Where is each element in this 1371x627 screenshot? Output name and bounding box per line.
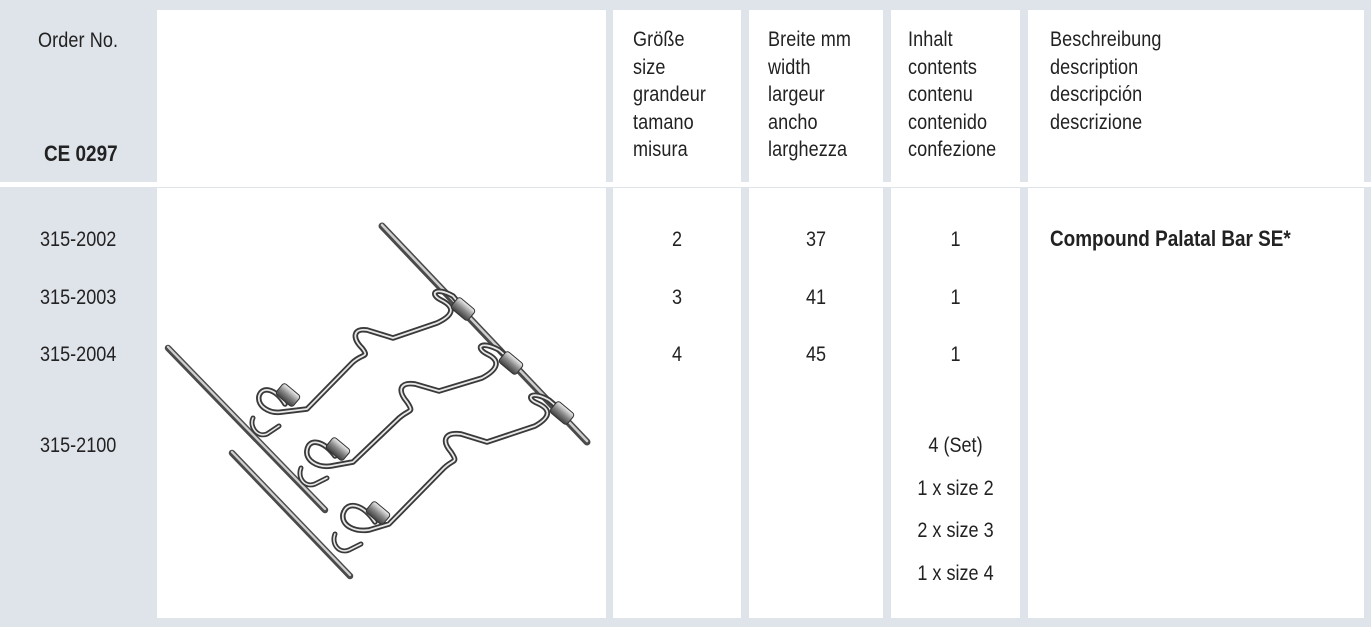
order-no-row-2: 315-2003 xyxy=(40,286,117,309)
width-header-en: width xyxy=(768,55,811,79)
width-header-fr: largeur xyxy=(768,83,825,106)
contents-header-fr: contenu xyxy=(908,83,973,106)
size-header-es: tamano xyxy=(633,110,694,134)
image-header-cell xyxy=(157,10,606,182)
palatal-bar-2 xyxy=(300,345,524,485)
width-row-2: 41 xyxy=(805,286,827,309)
width-row-1: 37 xyxy=(805,228,827,251)
size-row-2: 3 xyxy=(671,286,683,309)
size-header-it: misura xyxy=(633,138,688,161)
description-header-en: description xyxy=(1050,55,1139,79)
description-header-cell xyxy=(1028,10,1364,182)
width-header-es: ancho xyxy=(768,110,818,134)
contents-header-es: contenido xyxy=(908,110,988,134)
width-body-cell xyxy=(749,188,883,618)
contents-row-2: 1 xyxy=(950,286,961,309)
set-contents-2: 2 x size 3 xyxy=(917,519,994,542)
set-contents-3: 1 x size 4 xyxy=(917,562,994,585)
header-separator xyxy=(0,182,1371,187)
size-header-cell xyxy=(613,10,741,182)
size-header-en: size xyxy=(633,55,666,79)
width-header-de: Breite mm xyxy=(768,28,852,51)
contents-header-en: contents xyxy=(908,55,977,79)
width-header-it: larghezza xyxy=(768,138,848,161)
set-contents-1: 1 x size 2 xyxy=(917,477,994,500)
product-name: Compound Palatal Bar SE* xyxy=(1050,226,1291,251)
order-no-row-4: 315-2100 xyxy=(40,434,117,457)
size-header-de: Größe xyxy=(633,28,685,51)
ce-mark xyxy=(44,141,118,167)
contents-body-cell xyxy=(891,188,1020,618)
ce-mark-label: CE 0297 xyxy=(44,141,118,166)
contents-header-de: Inhalt xyxy=(908,28,953,51)
contents-row-4: 4 (Set) xyxy=(928,434,983,457)
palatal-bar-image xyxy=(157,188,606,618)
order-no-row-3: 315-2004 xyxy=(40,343,117,366)
order-no-label: Order No. xyxy=(38,29,119,52)
order-no-header-cell xyxy=(10,10,154,182)
rod-left-upper xyxy=(168,347,325,510)
palatal-bar-1 xyxy=(252,291,476,435)
contents-header-it: confezione xyxy=(908,138,997,161)
size-row-3: 4 xyxy=(671,343,683,366)
description-body-cell xyxy=(1028,188,1364,618)
size-header-fr: grandeur xyxy=(633,83,706,106)
size-body-cell xyxy=(613,188,741,618)
image-body-cell xyxy=(157,188,606,618)
width-header-cell xyxy=(749,10,883,182)
description-header-it: descrizione xyxy=(1050,110,1143,134)
width-row-3: 45 xyxy=(805,343,827,366)
description-header-de: Beschreibung xyxy=(1050,28,1162,51)
order-no-body-cell xyxy=(10,188,154,618)
description-header-es: descripción xyxy=(1050,83,1143,106)
size-row-1: 2 xyxy=(671,228,683,251)
contents-header-cell xyxy=(891,10,1020,182)
contents-row-3: 1 xyxy=(950,343,961,366)
order-no-row-1: 315-2002 xyxy=(40,228,117,251)
palatal-bar-3 xyxy=(334,395,575,551)
contents-row-1: 1 xyxy=(950,228,961,251)
